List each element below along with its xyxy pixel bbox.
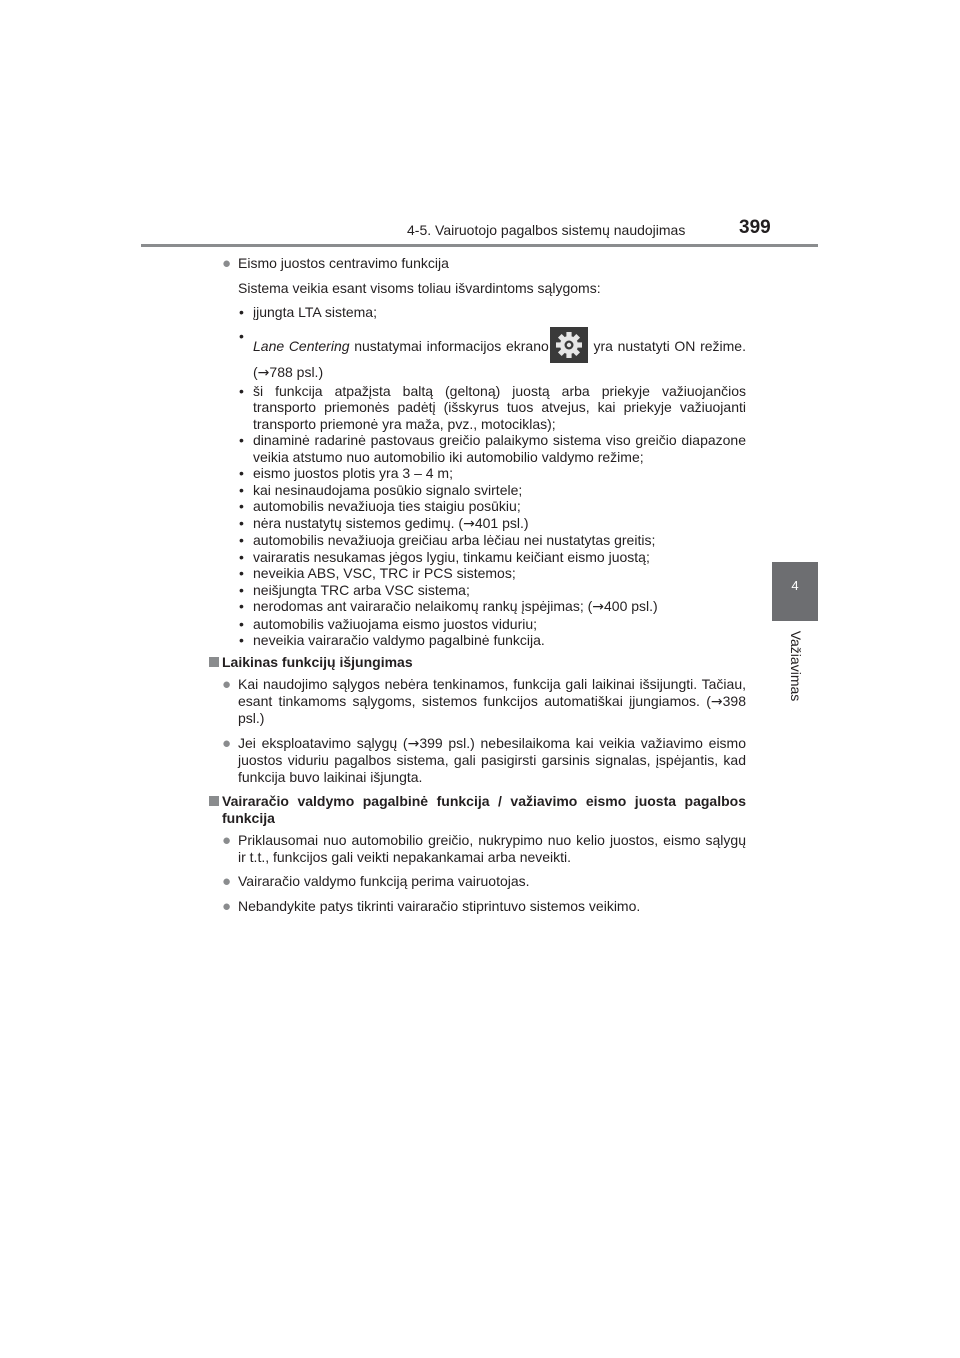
page-content [208,253,746,914]
list-item-text: ši funkcija atpažįsta baltą (geltoną) juostą arba priekyje važiuojančios transporto priemonės padėtį (išskyrus tuos atvejus, kai priekyje važiuojanti transporto priemonė yra maža, pvz., motociklas); [253,382,746,432]
bullet-circle-icon: ● [222,897,232,915]
list-item [239,581,746,599]
list-dot: • [239,565,244,581]
steering-paragraph-2 [208,873,746,890]
temp-off-paragraph-1 [208,676,746,727]
page-ref: 401 psl.) [474,514,529,531]
list-dot: • [239,615,244,632]
list-item [239,632,746,649]
conditions-list [208,304,746,649]
ref-arrow: → [710,693,723,710]
list-dot: • [239,532,244,548]
bullet-circle-icon: ● [222,734,232,752]
list-dot: • [239,465,244,481]
running-header: 4-5. Vairuotojo pagalbos sistemų naudojimas [407,222,686,238]
list-dot: • [239,548,244,565]
list-item-text: neveikia vairaračio valdymo pagalbinė funkcija. [253,632,545,648]
section-heading-text: Vairaračio valdymo pagalbinė funkcija / važiavimo eismo juosta pagalbos funkcija [222,793,746,826]
list-item [239,327,746,383]
list-item [239,304,746,321]
list-item-text: dinaminė radarinė pastovaus greičio palaikymo sistema viso greičio diapazone veikia atstumo nuo automobilio iki automobilio valdymo režime; [253,432,746,465]
header-rule [141,244,818,247]
centering-heading: Eismo juostos centravimo funkcija [238,255,449,271]
list-item-text: neišjungta TRC arba VSC sistema; [253,581,470,598]
bullet-circle-icon: ● [222,676,232,693]
centering-intro: Sistema veikia esant visoms toliau išvardintoms sąlygoms: [238,279,601,296]
page-ref: 400 psl.) [604,598,658,614]
bullet-heading-centering [208,255,746,272]
list-dot: • [239,432,244,448]
chapter-number: 4 [791,578,799,593]
list-item [239,615,746,633]
paragraph-text: Vairaračio valdymo funkciją perima vairuotojas. [238,873,530,889]
list-item [239,465,746,482]
paragraph-text: Nebandykite patys tikrinti vairaračio stiprintuvo sistemos veikimo. [238,897,641,914]
list-item-text: kai nesinaudojama posūkio signalo svirtele; [253,481,523,498]
list-dot: • [239,304,244,320]
list-item-text: automobilis važiuojama eismo juostos viduriu; [253,615,538,632]
bullet-circle-icon: ● [222,255,232,272]
list-item-text: yra nustatyti ON režime. ( [253,337,746,380]
list-item [239,498,746,515]
list-item [239,548,746,566]
list-item [239,565,746,582]
steering-paragraph-1 [208,832,746,865]
gear-settings-icon [550,327,588,363]
ref-arrow: → [463,515,475,532]
section-heading-steering [208,793,746,826]
temp-off-paragraph-2 [208,735,746,786]
list-item [239,382,746,433]
list-item-text: nerodomas ant vairaračio nelaikomų rankų įspėjimas; ( [253,598,593,614]
list-dot: • [239,514,244,531]
list-dot: • [239,632,244,648]
list-item-text: eismo juostos plotis yra 3 – 4 m; [253,465,453,481]
bullet-circle-icon: ● [222,873,232,890]
list-item [239,532,746,549]
page-number: 399 [739,217,771,238]
ref-arrow: → [592,599,605,615]
list-dot: • [239,327,244,344]
page-ref: 399 psl.) [419,734,475,751]
list-dot: • [239,581,244,598]
list-item-text: nėra nustatytų sistemos gedimų. ( [253,514,464,531]
bullet-circle-icon: ● [222,832,232,849]
list-item-text: vairaratis nesukamas jėgos lygiu, tinkamu keičiant eismo juostą; [253,548,650,565]
section-heading-temp-off [208,654,746,671]
page-ref: 788 psl.) [269,363,324,380]
section-heading-text: Laikinas funkcijų išjungimas [222,653,413,670]
chapter-tab [772,562,818,621]
list-item [239,598,746,616]
paragraph-text: nebesilaikoma kai veikia važiavimo eismo juostos viduriu pagalbos sistema, gali pasigirsti garsinis signalas, įspėjantis, kad funkcija buvo laikinai išjungta. [238,734,746,785]
page-ref: 398 psl.) [238,692,746,726]
list-item-text: įjungta LTA sistema; [253,304,377,320]
paragraph-text: Priklausomai nuo automobilio greičio, nukrypimo nuo kelio juostos, eismo sąlygų ir t.t., funkcijos gali veikti nepakankamai arba neveikti. [238,832,746,865]
list-item-text: neveikia ABS, VSC, TRC ir PCS sistemos; [253,565,516,581]
lane-centering-term: Lane Centering [253,337,350,354]
steering-paragraph-3 [208,898,746,915]
chapter-label: Važiavimas [788,630,804,702]
list-item [239,514,746,533]
paragraph-text: Kai naudojimo sąlygos nebėra tenkinamos, funkcija gali laikinai išsijungti. Tačiau, esant tinkamoms sąlygoms, sistemos funkcijos automatiškai įjungiamos. ( [238,676,746,709]
list-item [239,481,746,499]
ref-arrow: → [257,364,270,381]
ref-arrow: → [407,735,420,752]
list-item-text: automobilis nevažiuoja ties staigiu posūkiu; [253,498,521,514]
list-item-text: automobilis nevažiuoja greičiau arba lėčiau nei nustatytas greitis; [253,532,656,548]
list-item-text: nustatymai informacijos ekrano [349,337,549,354]
list-item [239,432,746,465]
list-dot: • [239,382,244,399]
list-dot: • [239,498,244,514]
list-dot: • [239,481,244,498]
paragraph-text: Jei eksploatavimo sąlygų ( [238,734,408,751]
list-dot: • [239,598,244,614]
section-square-icon [209,796,219,806]
section-square-icon [209,657,219,667]
